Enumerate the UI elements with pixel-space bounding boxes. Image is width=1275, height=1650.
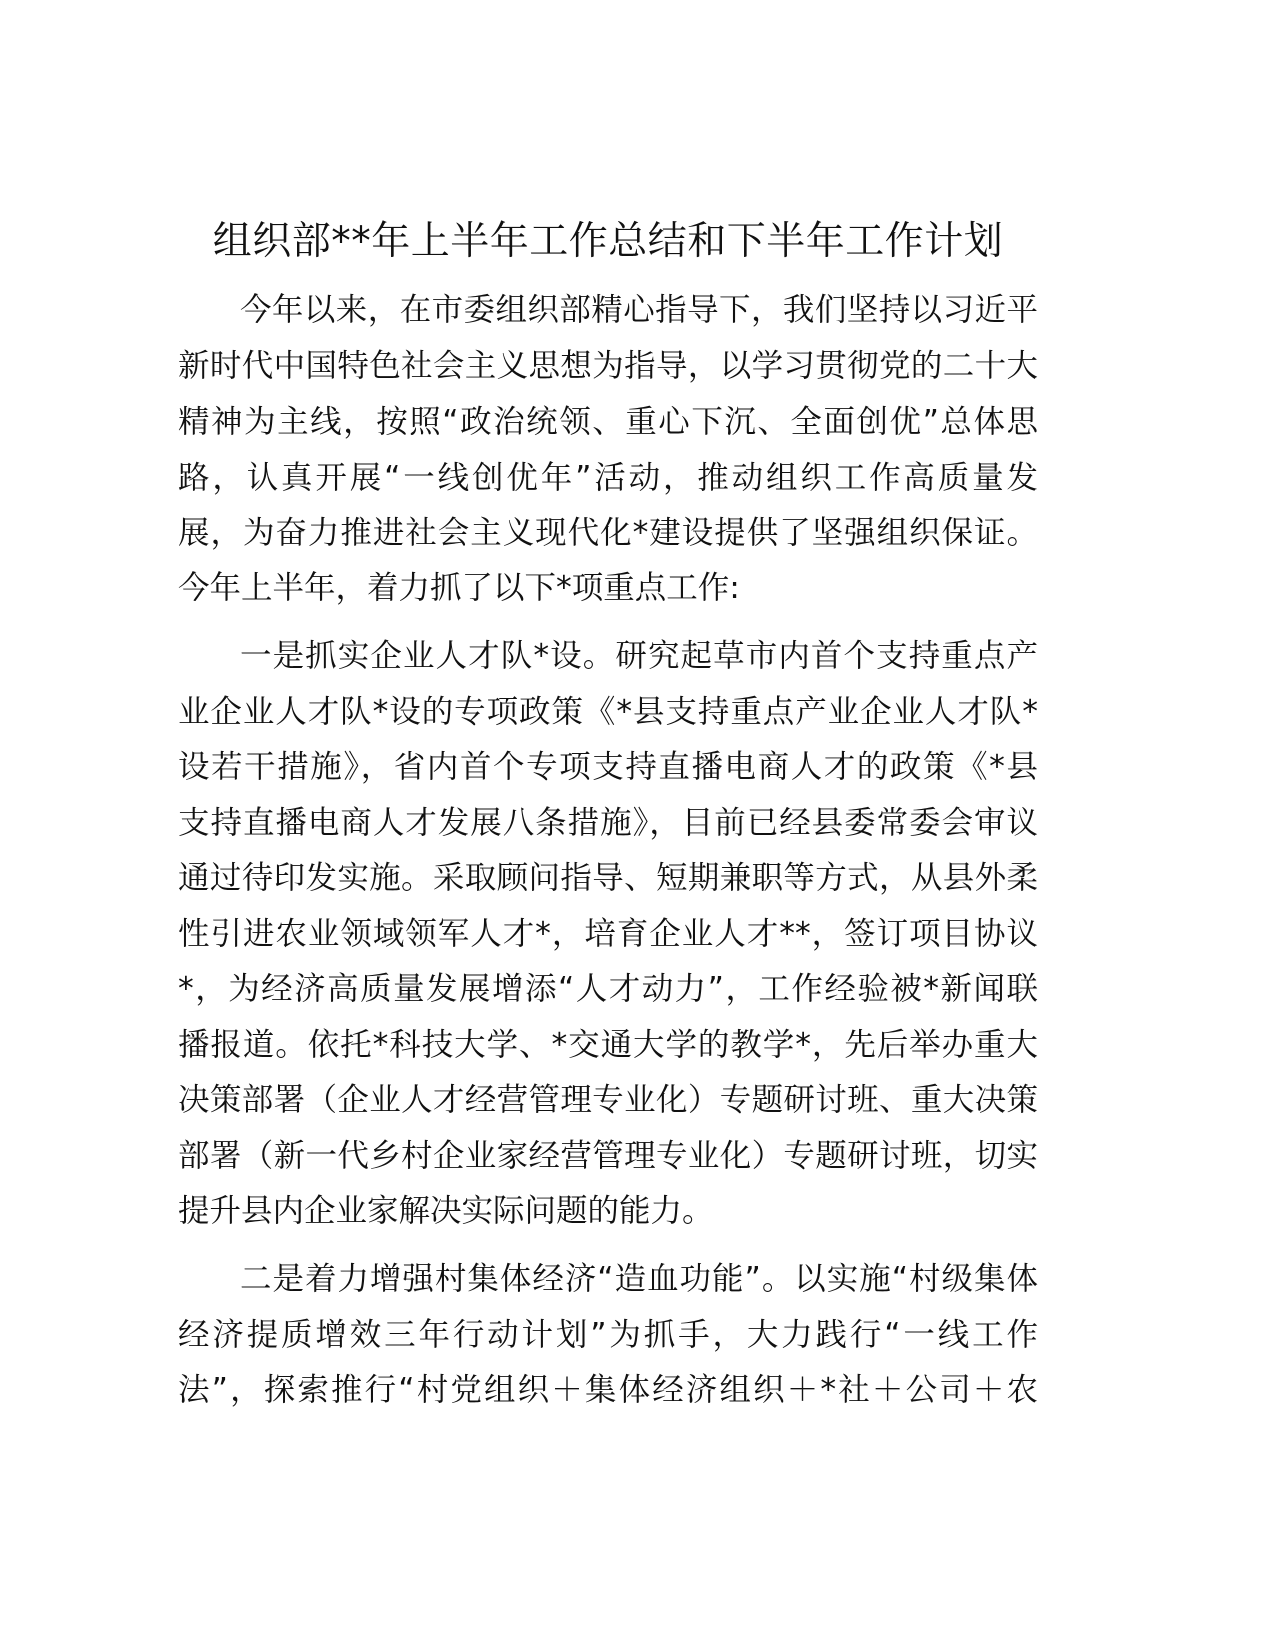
paragraph-1-line-4: 路，认真开展“一线创优年”活动，推动组织工作高质量发 [178,460,1038,496]
paragraph-2-line-4: 支持直播电商人才发展八条措施》，目前已经县委常委会审议 [178,805,1038,841]
paragraph-1-line-5: 展，为奋力推进社会主义现代化*建设提供了坚强组织保证。 [178,515,1038,551]
document-title: 组织部**年上半年工作总结和下半年工作计划 [212,219,1004,264]
paragraph-3-line-2: 经济提质增效三年行动计划”为抓手，大力践行“一线工作 [178,1317,1038,1353]
paragraph-3-line-1: 二是着力增强村集体经济“造血功能”。以实施“村级集体 [240,1261,1038,1297]
paragraph-1-line-3: 精神为主线，按照“政治统领、重心下沉、全面创优”总体思 [178,404,1038,440]
paragraph-2-line-9: 决策部署（企业人才经营管理专业化）专题研讨班、重大决策 [178,1082,1038,1118]
paragraph-2-line-1: 一是抓实企业人才队*设。研究起草市内首个支持重点产 [240,638,1038,674]
paragraph-2-line-2: 业企业人才队*设的专项政策《*县支持重点产业企业人才队* [178,694,1038,730]
paragraph-2-line-5: 通过待印发实施。采取顾问指导、短期兼职等方式，从县外柔 [178,860,1038,896]
paragraph-2-line-6: 性引进农业领域领军人才*，培育企业人才**，签订项目协议 [178,916,1038,952]
paragraph-2-line-8: 播报道。依托*科技大学、*交通大学的教学*，先后举办重大 [178,1027,1038,1063]
paragraph-1-line-1: 今年以来，在市委组织部精心指导下，我们坚持以习近平 [240,292,1038,328]
paragraph-2-line-11: 提升县内企业家解决实际问题的能力。 [178,1193,714,1229]
paragraph-3-line-3: 法”，探索推行“村党组织＋集体经济组织＋*社＋公司＋农 [178,1372,1038,1408]
paragraph-2-line-3: 设若干措施》，省内首个专项支持直播电商人才的政策《*县 [178,749,1038,785]
paragraph-2-line-7: *，为经济高质量发展增添“人才动力”，工作经验被*新闻联 [178,971,1038,1007]
paragraph-2-line-10: 部署（新一代乡村企业家经营管理专业化）专题研讨班，切实 [178,1138,1038,1174]
paragraph-1-line-6: 今年上半年，着力抓了以下*项重点工作: [178,570,740,606]
paragraph-1-line-2: 新时代中国特色社会主义思想为指导，以学习贯彻党的二十大 [178,348,1038,384]
